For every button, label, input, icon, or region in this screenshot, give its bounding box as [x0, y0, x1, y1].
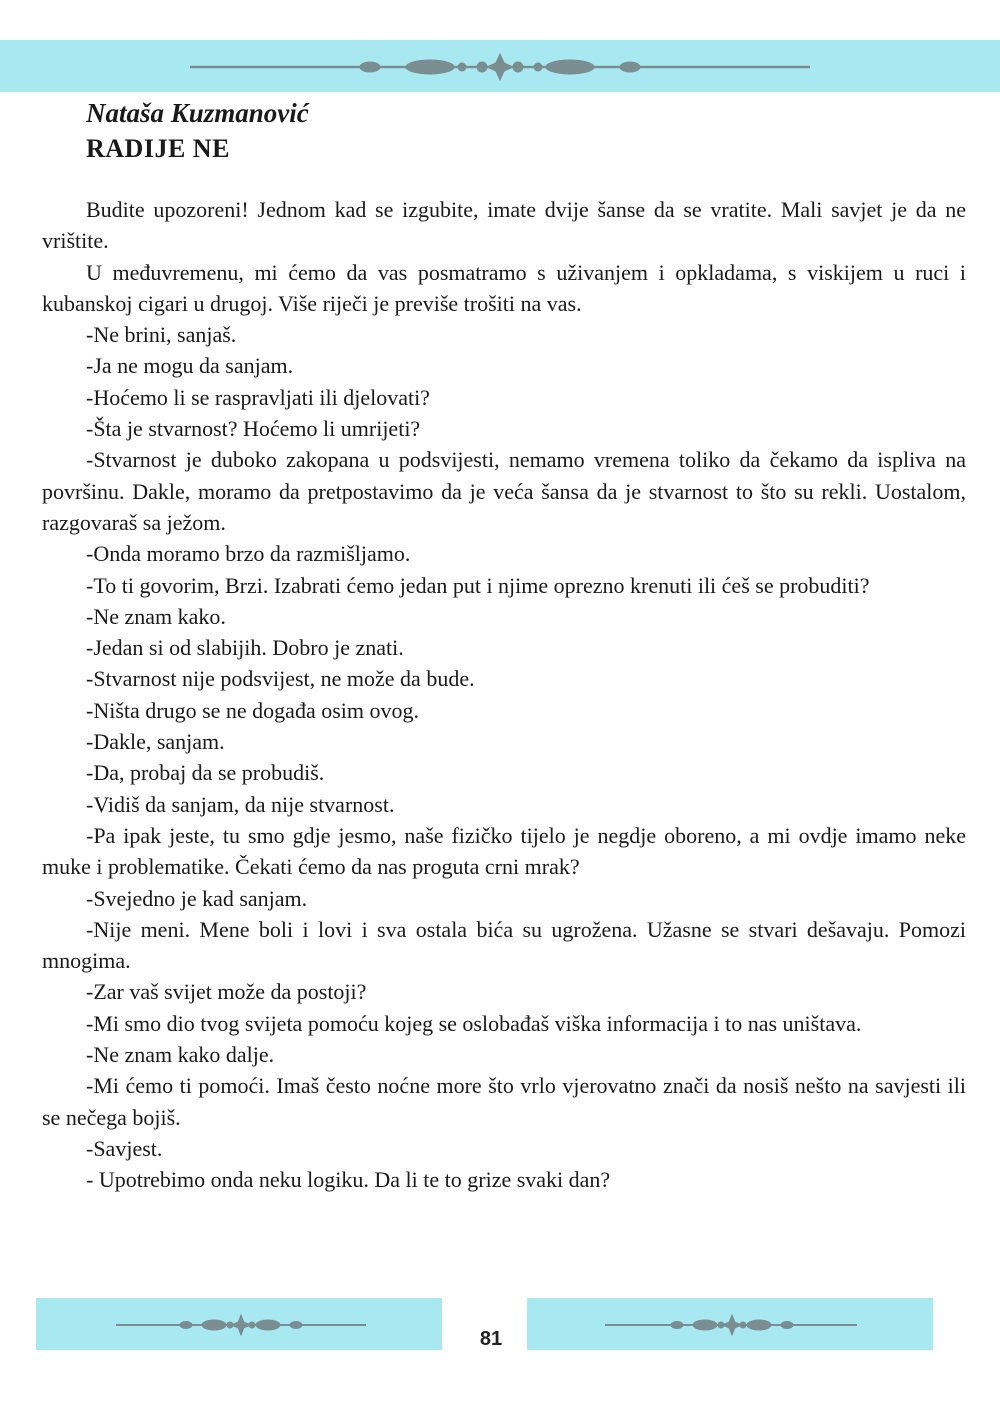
paragraph: -Mi ćemo ti pomoći. Imaš često noćne more što vrlo vjerovatno znači da nosiš nešto na savjesti ili se nečega bojiš.	[42, 1073, 966, 1130]
story-body	[42, 194, 966, 1196]
paragraph: - Upotrebimo onda neku logiku. Da li te to grize svaki dan?	[86, 1167, 611, 1193]
paragraph: -Nije meni. Mene boli i lovi i sva ostala bića su ugrožena. Užasne se stvari dešavaju. Pomozi mnogima.	[42, 916, 966, 974]
paragraph: Budite upozoreni! Jednom kad se izgubite, imate dvije šanse da se vratite. Mali savjet je da ne vrištite.	[42, 197, 966, 254]
paragraph: -Pa ipak jeste, tu smo gdje jesmo, naše fizičko tijelo je negdje oboreno, a mi ovdje imamo neke muke i problematike. Čekati ćemo da nas proguta crni mrak?	[42, 822, 966, 880]
paragraph: U međuvremenu, mi ćemo da vas posmatramo s uživanjem i opkladama, s viskijem u ruci i kubanskoj cigari u drugoj. Više riječi je previše trošiti na vas.	[42, 259, 966, 316]
paragraph: -Mi smo dio tvog svijeta pomoću kojeg se oslobađaš viška informacija i to nas uništava.	[86, 1010, 862, 1036]
paragraph: -Hoćemo li se raspravljati ili djelovati?	[86, 384, 430, 410]
paragraph: -Šta je stvarnost? Hoćemo li umrijeti?	[86, 416, 421, 442]
page-number: 81	[479, 1328, 503, 1350]
paragraph: -Zar vaš svijet može da postoji?	[86, 979, 367, 1005]
footer-ornament-band-right	[527, 1298, 933, 1350]
author-name: Nataša Kuzmanović	[86, 98, 309, 128]
paragraph: -Ništa drugo se ne događa osim ovog.	[86, 697, 419, 723]
paragraph: -Stvarnost nije podsvijest, ne može da bude.	[86, 666, 475, 692]
paragraph: -Svejedno je kad sanjam.	[86, 885, 308, 911]
flourish-divider-icon	[527, 1298, 933, 1350]
paragraph: -Savjest.	[86, 1135, 163, 1161]
paragraph: -Ne brini, sanjaš.	[86, 322, 237, 348]
flourish-divider-icon	[0, 40, 1000, 92]
paragraph: -To ti govorim, Brzi. Izabrati ćemo jedan put i njime oprezno krenuti ili ćeš se probuditi?	[86, 572, 870, 598]
paragraph: -Ne znam kako.	[86, 603, 226, 629]
footer-ornament-band-left	[36, 1298, 442, 1350]
paragraph: -Onda moramo brzo da razmišljamo.	[86, 541, 411, 567]
paragraph: -Ja ne mogu da sanjam.	[86, 353, 294, 379]
story-title: RADIJE NE	[86, 134, 230, 163]
header-ornament-band	[0, 40, 1000, 92]
paragraph: -Vidiš da sanjam, da nije stvarnost.	[86, 791, 395, 817]
flourish-divider-icon	[36, 1298, 442, 1350]
paragraph: -Stvarnost je duboko zakopana u podsvijesti, nemamo vremena toliko da čekamo da ispliva na površinu. Dakle, moramo da pretpostavimo da je veća šansa da je stvarnost to što su rekli. Uostalom, razgovaraš sa ježom.	[42, 447, 966, 535]
paragraph: -Jedan si od slabijih. Dobro je znati.	[86, 635, 404, 661]
paragraph: -Da, probaj da se probudiš.	[86, 760, 325, 786]
paragraph: -Ne znam kako dalje.	[86, 1042, 275, 1068]
paragraph: -Dakle, sanjam.	[86, 729, 225, 755]
